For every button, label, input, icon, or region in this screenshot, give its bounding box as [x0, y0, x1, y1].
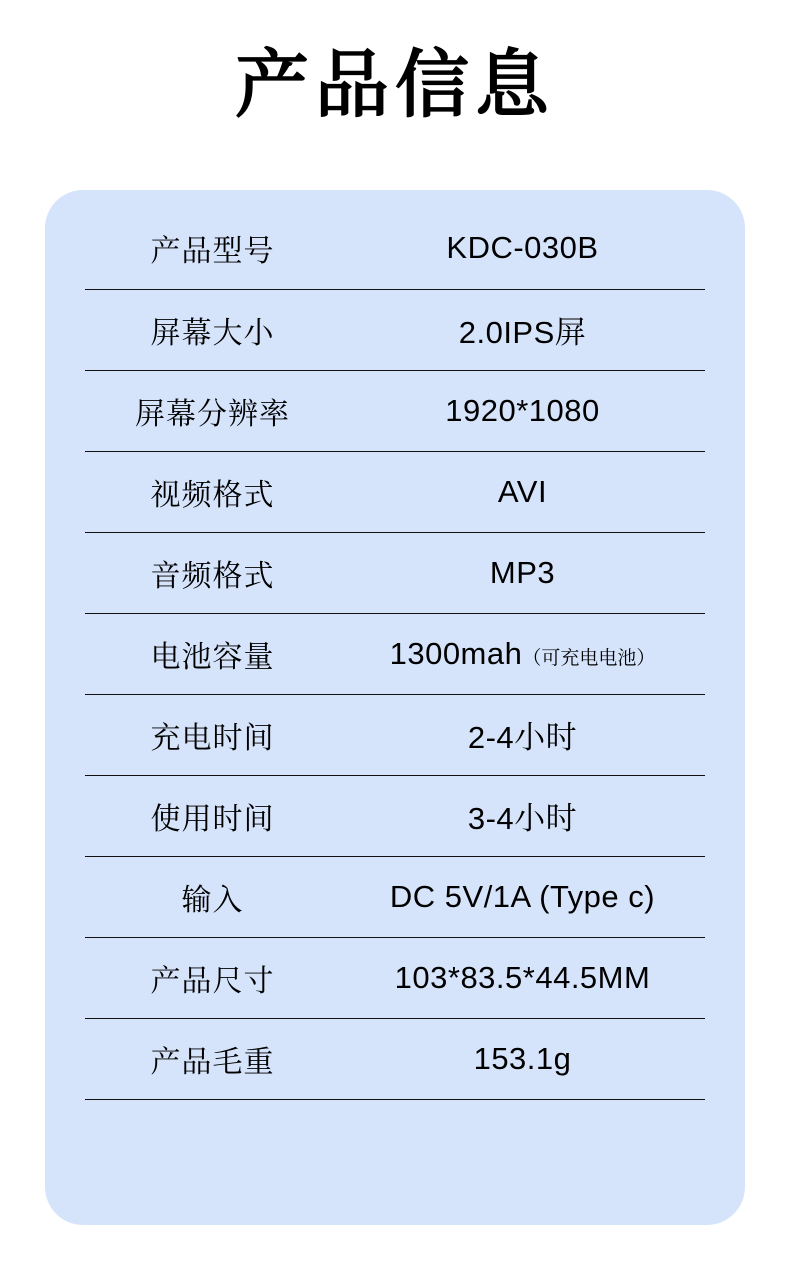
- table-row: [85, 289, 705, 370]
- spec-label: 视频格式: [85, 451, 340, 532]
- table-row: [85, 856, 705, 937]
- spec-value: [340, 532, 705, 613]
- spec-label: 屏幕大小: [85, 289, 340, 370]
- spec-value: [340, 856, 705, 937]
- spec-value-text: KDC-030B: [446, 230, 599, 266]
- spec-value: [340, 694, 705, 775]
- spec-value: [340, 1018, 705, 1099]
- spec-value-text: DC 5V/1A (Type c): [389, 878, 656, 914]
- spec-value: [340, 289, 705, 370]
- spec-value: [340, 370, 705, 451]
- spec-label: 使用时间: [85, 775, 340, 856]
- spec-value-text: 1300mah: [389, 635, 523, 671]
- spec-value-text: MP3: [489, 554, 556, 590]
- specification-table-body: [85, 208, 705, 1099]
- table-row: [85, 694, 705, 775]
- table-row: [85, 370, 705, 451]
- spec-label: 充电时间: [85, 694, 340, 775]
- table-row: [85, 937, 705, 1018]
- spec-value-text: 2-4小时: [467, 720, 578, 755]
- spec-label: 产品型号: [85, 208, 340, 289]
- specification-table: [85, 208, 705, 1100]
- table-row: [85, 775, 705, 856]
- spec-label: 产品尺寸: [85, 937, 340, 1018]
- spec-value-text: 2.0IPS屏: [458, 315, 587, 350]
- spec-label: 音频格式: [85, 532, 340, 613]
- spec-value-note: （可充电电池）: [522, 647, 656, 669]
- spec-value: [340, 775, 705, 856]
- spec-value-text: 103*83.5*44.5MM: [394, 959, 651, 995]
- page-title: 产品信息: [235, 43, 555, 126]
- spec-value: [340, 208, 705, 289]
- table-row: [85, 532, 705, 613]
- spec-value: [340, 937, 705, 1018]
- spec-value: [340, 613, 705, 694]
- spec-value-text: 153.1g: [473, 1040, 572, 1076]
- spec-value-text: AVI: [497, 473, 548, 509]
- table-row: [85, 1018, 705, 1099]
- spec-label: 电池容量: [85, 613, 340, 694]
- spec-label: 产品毛重: [85, 1018, 340, 1099]
- spec-value: [340, 451, 705, 532]
- table-row: [85, 613, 705, 694]
- specification-card: [45, 190, 745, 1225]
- spec-value-text: 1920*1080: [445, 392, 600, 428]
- spec-label: 输入: [85, 856, 340, 937]
- table-row: [85, 451, 705, 532]
- table-row: [85, 208, 705, 289]
- spec-label: 屏幕分辨率: [85, 370, 340, 451]
- spec-value-text: 3-4小时: [467, 801, 578, 836]
